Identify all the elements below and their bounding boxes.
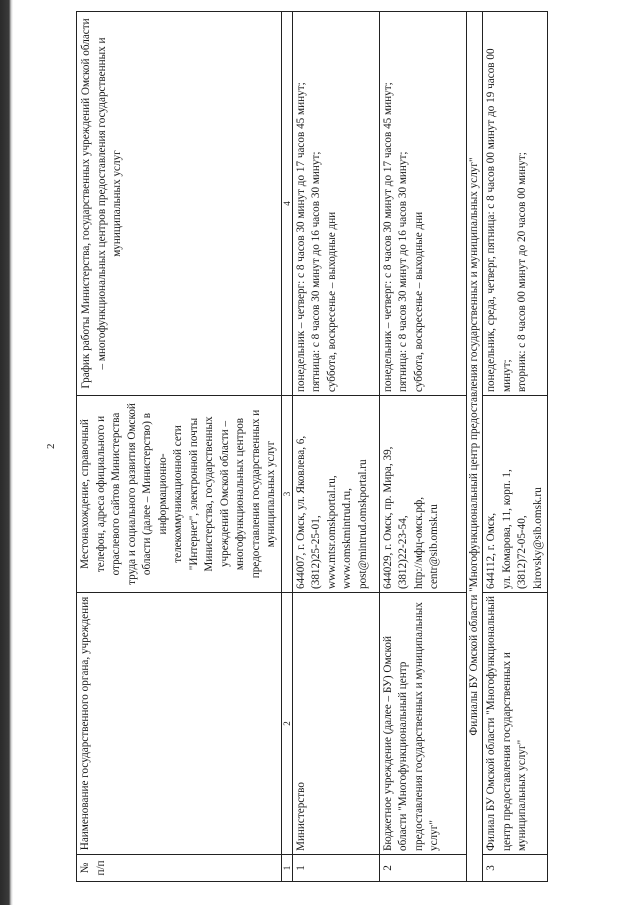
- row-schedule: [483, 12, 548, 396]
- section-row: [466, 12, 483, 882]
- row-number: 2: [379, 855, 466, 882]
- page-number: 2: [45, 443, 57, 449]
- table-header-row: [77, 12, 282, 882]
- contact-line: www.omskmintrud.ru,: [341, 488, 353, 589]
- contact-line: kirovsky@sib.omsk.ru: [531, 487, 544, 589]
- contact-line: (3812)22-23-54,: [397, 515, 409, 589]
- contact-line: 644112, г. Омск,: [485, 512, 497, 589]
- column-number: 4: [281, 12, 292, 396]
- header-contacts: Местонахождение, справочный телефон, адреса официального и отраслевого сайтов Министерства труда и социального развития Омской области (далее – Министерство) в информационно-телекоммуникационной сети "Интернет", электронной почты Министерства, государственных учреждений Омской области – многофункциональных центров предоставления государственных и муниципальных услуг: [77, 396, 282, 593]
- table-row: [379, 12, 466, 882]
- column-number: 2: [281, 593, 292, 855]
- schedule-line: суббота, воскресенье – выходные дни: [412, 211, 425, 392]
- contact-line: post@mintrud.omskportal.ru: [356, 459, 369, 589]
- row-name: Бюджетное учреждение (далее – БУ) Омской области "Многофункциональный центр предоставления государственных и муниципальных услуг": [379, 593, 466, 855]
- table-row: [292, 12, 379, 882]
- contact-line: ул. Комарова, 11, корп. 1,: [500, 469, 513, 589]
- section-title: Филиалы БУ Омской области "Многофункциональный центр предоставления государственных и муниципальных услуг": [466, 12, 483, 882]
- row-number: 3: [483, 855, 548, 882]
- row-name: Министерство: [292, 593, 379, 855]
- row-contacts: [379, 396, 466, 593]
- header-number: № п/п: [77, 855, 282, 882]
- schedule-line: суббота, воскресенье – выходные дни: [325, 211, 338, 392]
- schedule-line: понедельник – четверг: с 8 часов 30 минут до 17 часов 45 минут;: [381, 82, 394, 392]
- contact-line: http://мфц-омск.рф,: [412, 496, 425, 589]
- schedule-line: пятница: с 8 часов 30 минут до 16 часов 30 минут;: [310, 151, 322, 392]
- contact-line: www.mtsr.omskportal.ru,: [325, 475, 338, 589]
- column-numbers-row: [281, 12, 292, 882]
- row-schedule: [379, 12, 466, 396]
- contact-line: (3812)72-05-40,: [516, 515, 528, 589]
- schedule-line: понедельник, среда, четверг, пятница: с 8 часов 00 минут до 19 часов 00 минут;: [485, 48, 513, 392]
- schedule-line: понедельник – четверг: с 8 часов 30 минут до 17 часов 45 минут;: [294, 82, 307, 392]
- row-contacts: [292, 396, 379, 593]
- row-contacts: [483, 396, 548, 593]
- contact-line: centr@sib.omsk.ru: [428, 504, 440, 589]
- schedule-line: вторник: с 8 часов 00 минут до 20 часов 00 минут;: [516, 152, 528, 392]
- row-number: 1: [292, 855, 379, 882]
- scan-edge: [0, 0, 13, 905]
- schedule-line: пятница: с 8 часов 30 минут до 16 часов 30 минут;: [397, 151, 409, 392]
- table-row: [483, 12, 548, 882]
- contact-line: 644029, г. Омск, пр. Мира, 39,: [381, 446, 394, 589]
- contact-line: (3812)25-25-01,: [310, 515, 322, 589]
- column-number: 1: [281, 855, 292, 882]
- column-number: 3: [281, 396, 292, 593]
- rotated-table-container: [76, 18, 554, 882]
- row-name: Филиал БУ Омской области "Многофункциональный центр предоставления государственных и муниципальных услуг": [483, 593, 548, 855]
- header-name: Наименование государственного органа, учреждения: [77, 593, 282, 855]
- contacts-table: [76, 11, 548, 882]
- header-schedule: График работы Министерства, государственных учреждений Омской области – многофункциональных центров предоставления государственных и муниципальных услуг: [77, 12, 282, 396]
- contact-line: 644007, г. Омск, ул. Яковлева, 6,: [294, 435, 307, 589]
- row-schedule: [292, 12, 379, 396]
